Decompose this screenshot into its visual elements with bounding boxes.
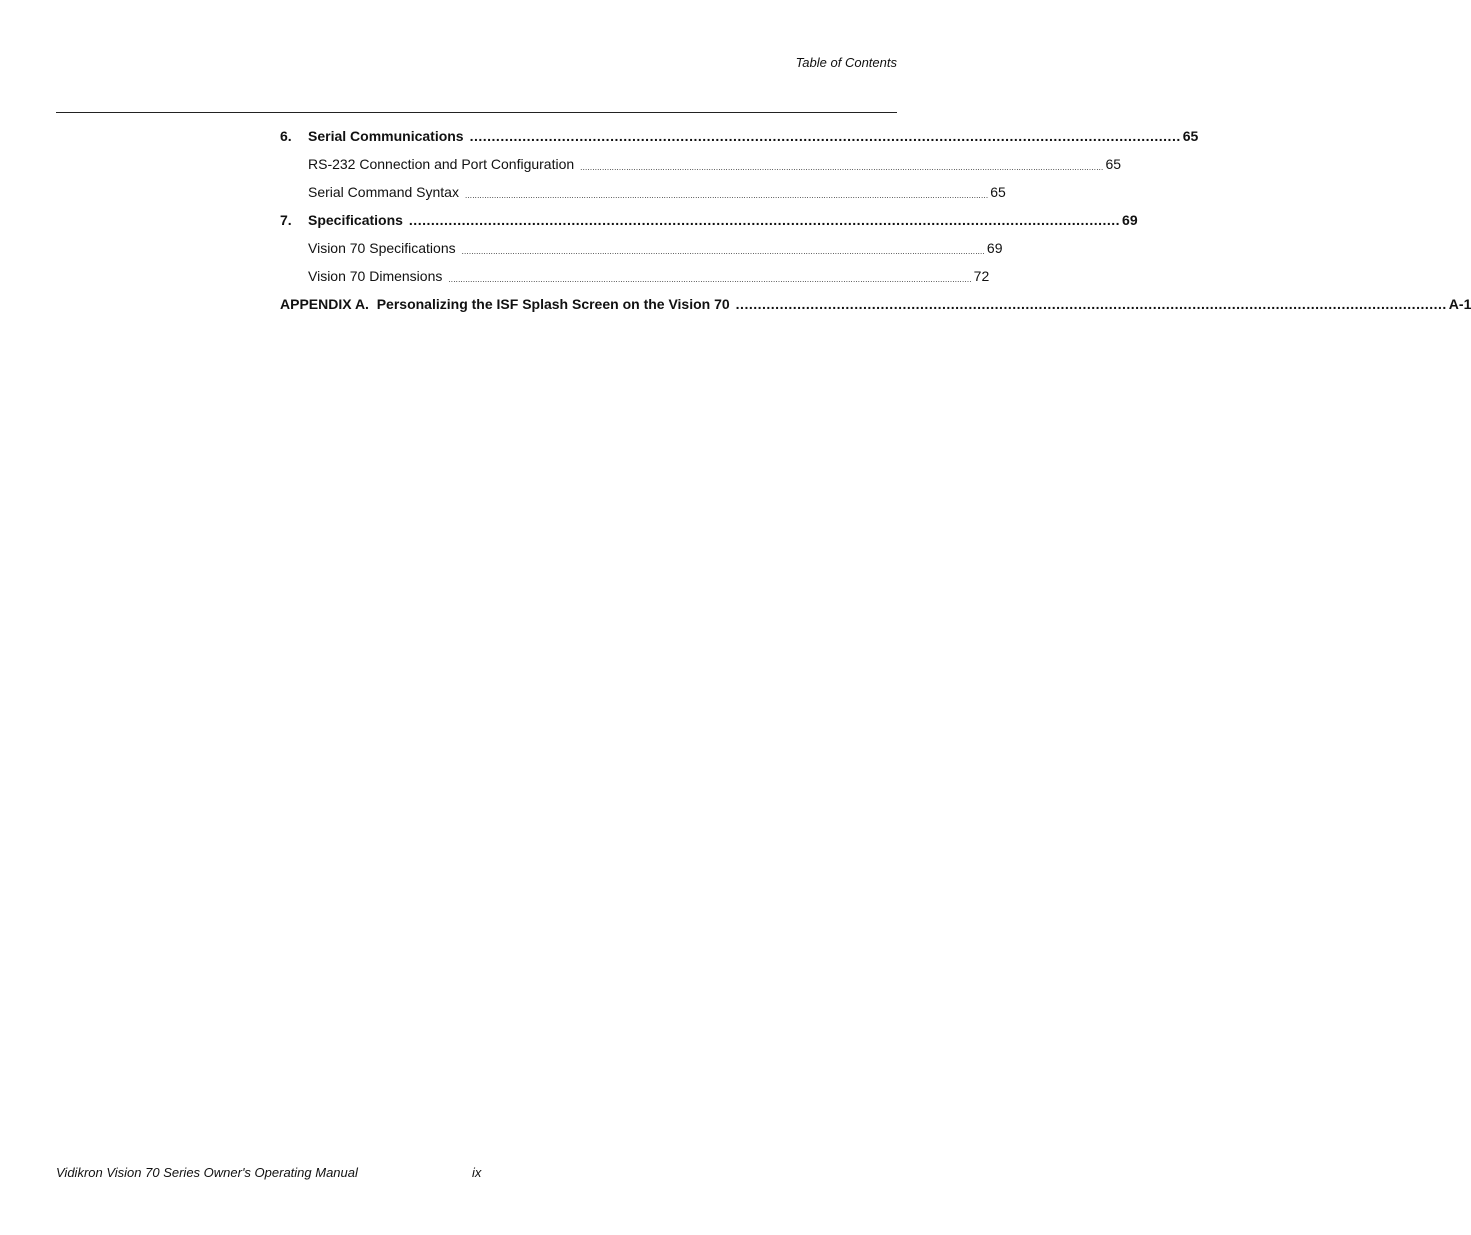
entry-title: Vision 70 Specifications [308,240,456,256]
toc-entry-rs232[interactable] [280,150,1122,178]
toc-entry-specifications[interactable] [280,234,1003,262]
appendix-title: APPENDIX A. Personalizing the ISF Splash Screen on the Vision 70 [280,296,730,312]
toc-chapter-7[interactable] [280,206,1138,234]
entry-page: 65 [990,184,1006,200]
table-of-contents [280,122,1471,318]
running-header: Table of Contents [795,55,897,70]
footer-manual-title: Vidikron Vision 70 Series Owner's Operating Manual [56,1165,358,1180]
entry-title: RS-232 Connection and Port Configuration [308,156,575,172]
appendix-page: A-1 [1448,296,1471,312]
dot-leader: .................................................................................................................................................................. [408,212,1121,228]
chapter-title: Specifications [308,212,403,228]
dot-leader: ........................................................................................................................................................................................................................ [464,190,989,200]
toc-chapter-6[interactable] [280,122,1199,150]
dot-leader: .................................................................................................................................................................. [735,296,1447,312]
toc-entry-dimensions[interactable] [280,262,990,290]
header-rule [56,112,897,113]
chapter-number: 6. [280,128,292,144]
entry-page: 65 [1105,156,1122,172]
entry-title: Serial Command Syntax [308,184,459,200]
entry-title: Vision 70 Dimensions [308,268,443,284]
dot-leader: ........................................................................................................................................................................................................................ [461,246,985,256]
dot-leader: .................................................................................................................................................................. [469,128,1181,144]
chapter-title: Serial Communications [308,128,464,144]
dot-leader: ........................................................................................................................................................................................................................ [580,162,1104,172]
entry-page: 69 [986,240,1003,256]
chapter-number: 7. [280,212,292,228]
entry-page: 72 [973,268,990,284]
toc-appendix-a[interactable] [280,290,1471,318]
footer-page-number: ix [472,1165,482,1180]
dot-leader: ........................................................................................................................................................................................................................ [448,274,972,284]
chapter-page: 69 [1122,212,1138,228]
toc-entry-command-syntax[interactable] [280,178,1006,206]
chapter-page: 65 [1182,128,1199,144]
